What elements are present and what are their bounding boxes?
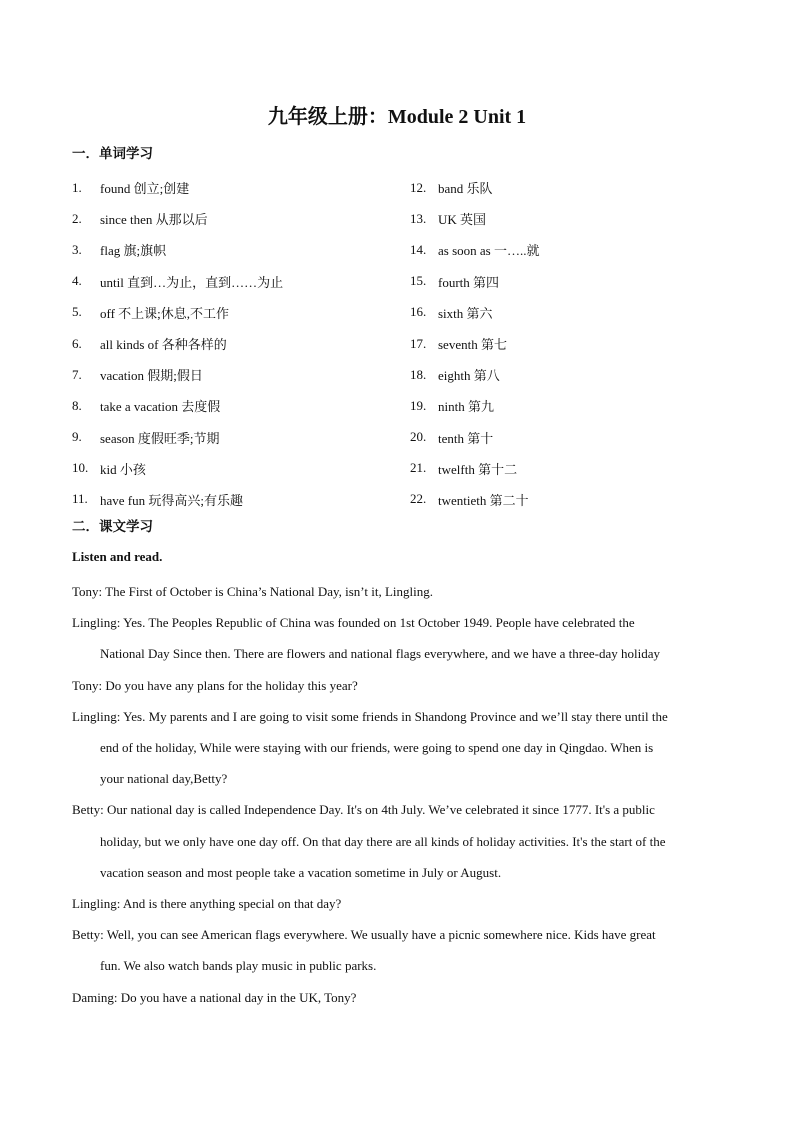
vocab-text: all kinds of 各种各样的 <box>100 337 227 353</box>
vocab-number: 7. <box>72 366 82 382</box>
vocab-number: 18. <box>410 366 427 382</box>
vocab-text: twelfth 第十二 <box>438 461 518 477</box>
vocab-number: 20. <box>410 429 427 445</box>
vocab-item <box>72 484 402 515</box>
dialogue-line-first: Betty: Our national day is called Independence Day. It's on 4th July. We’ve celebrated it since 1777. It's a public <box>72 802 655 818</box>
vocab-item <box>72 328 402 359</box>
dialogue-line-first: Lingling: And is there anything special on that day? <box>72 896 342 912</box>
vocab-number: 11. <box>72 491 88 507</box>
vocab-number: 3. <box>72 241 82 257</box>
vocab-item <box>410 422 740 453</box>
vocab-item <box>410 390 740 421</box>
vocab-number: 2. <box>72 210 82 226</box>
vocab-text: as soon as 一…..就 <box>438 243 540 259</box>
vocab-item <box>72 234 402 265</box>
dialogue-line-first: Tony: Do you have any plans for the holiday this year? <box>72 677 358 693</box>
dialogue-text <box>72 576 722 1013</box>
dialogue-line-first: Tony: The First of October is China’s National Day, isn’t it, Lingling. <box>72 584 434 599</box>
vocab-number: 6. <box>72 335 82 351</box>
vocab-list-right <box>410 172 740 515</box>
vocab-number: 22. <box>410 491 427 507</box>
vocab-number: 19. <box>410 397 427 413</box>
dialogue-line <box>72 670 722 701</box>
vocab-text: kid 小孩 <box>100 461 146 477</box>
dialogue-line <box>72 919 722 981</box>
vocab-text: flag 旗;旗帜 <box>100 243 167 259</box>
dialogue-line-continued: end of the holiday, While were staying with our friends, were going to spend one day in Qingdao. When is <box>100 740 654 756</box>
dialogue-line <box>72 576 722 607</box>
dialogue-line <box>72 701 722 795</box>
vocab-number: 13. <box>410 210 427 226</box>
dialogue-line-continued: holiday, but we only have one day off. On that day there are all kinds of holiday activities. It's the start of the <box>100 833 666 849</box>
vocab-item <box>72 390 402 421</box>
dialogue-line-continued: National Day Since then. There are flowers and national flags everywhere, and we have a three-day holiday <box>100 646 660 662</box>
vocab-item <box>410 172 740 203</box>
dialogue-line <box>72 982 722 1013</box>
dialogue-line-continued: fun. We also watch bands play music in public parks. <box>100 958 377 974</box>
dialogue-line-first: Lingling: Yes. My parents and I are going to visit some friends in Shandong Province and we’ll stay there until the <box>72 708 668 724</box>
vocab-number: 14. <box>410 241 427 257</box>
dialogue-line <box>72 607 722 669</box>
vocab-item <box>72 359 402 390</box>
vocab-item <box>410 297 740 328</box>
dialogue-line-first: Betty: Well, you can see American flags everywhere. We usually have a picnic somewhere nice. Kids have great <box>72 927 656 943</box>
vocab-item <box>410 203 740 234</box>
vocab-item <box>72 453 402 484</box>
section-vocabulary-heading: 一．单词学习 <box>72 146 153 161</box>
vocab-item <box>72 172 402 203</box>
vocab-number: 17. <box>410 335 427 351</box>
vocab-item <box>410 234 740 265</box>
vocab-number: 21. <box>410 460 427 476</box>
vocab-text: ninth 第九 <box>438 399 494 415</box>
vocab-number: 15. <box>410 273 427 289</box>
vocab-number: 8. <box>72 397 82 413</box>
vocab-item <box>410 453 740 484</box>
vocab-number: 16. <box>410 304 427 320</box>
vocab-text: vacation 假期;假日 <box>100 368 203 384</box>
dialogue-line-continued: your national day,Betty? <box>100 771 228 787</box>
vocab-text: since then 从那以后 <box>100 212 208 228</box>
vocab-number: 10. <box>72 460 89 476</box>
vocab-list-left <box>72 172 402 515</box>
vocab-item <box>72 266 402 297</box>
vocab-text: band 乐队 <box>438 181 493 197</box>
vocab-text: UK 英国 <box>438 212 487 228</box>
vocab-text: fourth 第四 <box>438 274 500 290</box>
dialogue-line <box>72 794 722 888</box>
vocab-item <box>410 328 740 359</box>
vocab-text: twentieth 第二十 <box>438 492 529 508</box>
vocab-item <box>72 297 402 328</box>
vocab-text: have fun 玩得高兴;有乐趣 <box>100 492 243 508</box>
vocab-number: 4. <box>72 273 82 289</box>
vocab-text: tenth 第十 <box>438 430 494 446</box>
vocab-text: off 不上课;休息,不工作 <box>100 305 230 321</box>
vocab-text: seventh 第七 <box>438 337 507 353</box>
page-title: 九年级上册：Module 2 Unit 1 <box>267 106 527 128</box>
vocab-item <box>410 266 740 297</box>
vocab-number: 12. <box>410 179 427 195</box>
dialogue-line-first: Daming: Do you have a national day in the UK, Tony? <box>72 989 357 1005</box>
dialogue-line-first: Lingling: Yes. The Peoples Republic of China was founded on 1st October 1949. People have celebrated the <box>72 615 635 631</box>
vocab-text: until 直到…为止，直到……为止 <box>100 274 284 290</box>
vocab-text: sixth 第六 <box>438 305 493 321</box>
vocab-item <box>72 203 402 234</box>
vocab-item <box>410 359 740 390</box>
vocab-number: 1. <box>72 179 82 195</box>
listen-and-read-heading: Listen and read. <box>72 549 163 564</box>
vocab-number: 5. <box>72 304 82 320</box>
vocab-item <box>72 422 402 453</box>
section-text-heading: 二．课文学习 <box>72 519 153 534</box>
vocab-text: found 创立;创建 <box>100 181 190 197</box>
vocab-item <box>410 484 740 515</box>
vocab-text: eighth 第八 <box>438 368 500 384</box>
vocab-text: season 度假旺季;节期 <box>100 430 220 446</box>
vocab-number: 9. <box>72 429 82 445</box>
dialogue-line-continued: vacation season and most people take a vacation sometime in July or August. <box>100 864 502 880</box>
vocab-text: take a vacation 去度假 <box>100 399 221 415</box>
dialogue-line <box>72 888 722 919</box>
